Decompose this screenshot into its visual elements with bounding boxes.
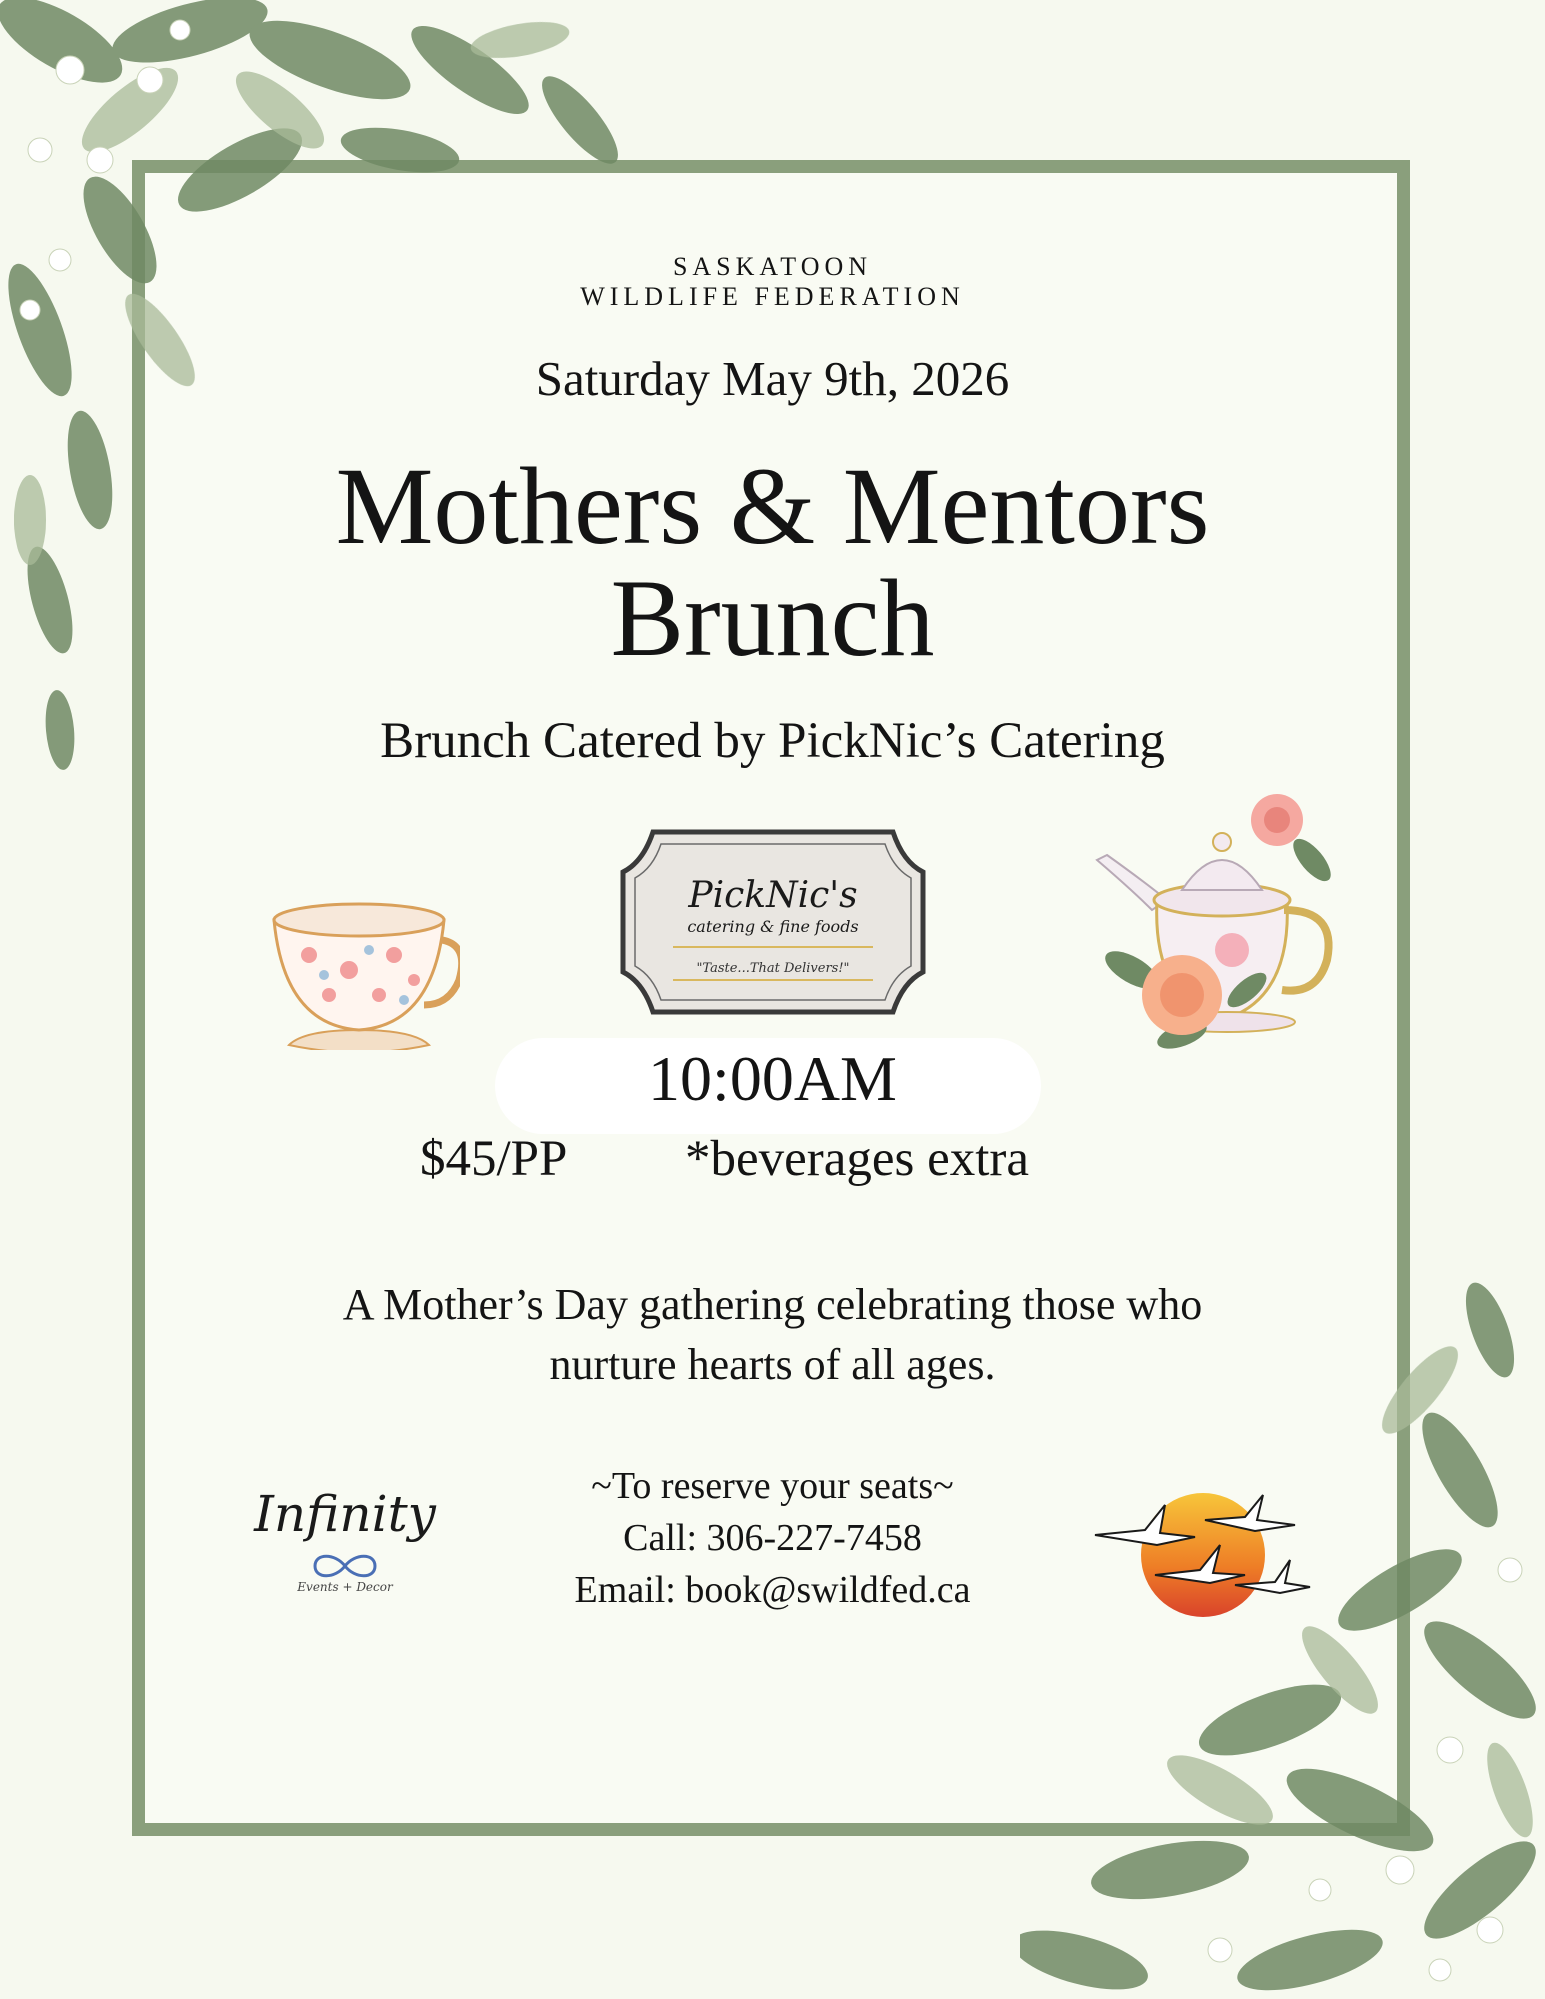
event-price: $45/PP <box>420 1131 568 1187</box>
reservation-phone: Call: 306-227-7458 <box>623 1517 922 1559</box>
picknic-logo-name: PickNic's <box>688 875 858 916</box>
beverages-note: *beverages extra <box>685 1131 1030 1187</box>
picknic-logo-slogan: "Taste...That Delivers!" <box>696 961 850 976</box>
event-description <box>0 1275 1545 1395</box>
reservation-heading: ~To reserve your seats~ <box>591 1465 954 1507</box>
teacup-illustration <box>264 895 460 1050</box>
picknic-logo-tagline: catering & fine foods <box>687 917 859 936</box>
picknic-catering-logo <box>613 822 933 1022</box>
infinity-symbol-icon <box>310 1553 380 1579</box>
event-title-line-2: Brunch <box>610 557 935 679</box>
event-title-line-1: Mothers & Mentors <box>335 445 1210 567</box>
event-date: Saturday May 9th, 2026 <box>535 351 1010 406</box>
event-time: 10:00AM <box>648 1043 897 1114</box>
infinity-events-decor-logo <box>235 1475 455 1615</box>
organization-name <box>0 252 1545 312</box>
teapot-with-roses-illustration <box>1072 790 1362 1060</box>
infinity-logo-subtitle: Events + Decor <box>297 1580 393 1594</box>
organization-line-1: SASKATOON <box>672 252 873 281</box>
description-line-2: nurture hearts of all ages. <box>549 1340 996 1389</box>
reservation-email: Email: book@swildfed.ca <box>574 1569 971 1611</box>
description-line-1: A Mother’s Day gathering celebrating those who <box>342 1280 1203 1329</box>
catering-line: Brunch Catered by PickNic’s Catering <box>380 713 1165 769</box>
organization-line-2: WILDLIFE FEDERATION <box>580 282 965 311</box>
infinity-logo-name: Infinity <box>254 1485 436 1543</box>
event-title <box>0 445 1545 679</box>
saskatoon-wildlife-federation-cranes-logo <box>1085 1475 1315 1625</box>
